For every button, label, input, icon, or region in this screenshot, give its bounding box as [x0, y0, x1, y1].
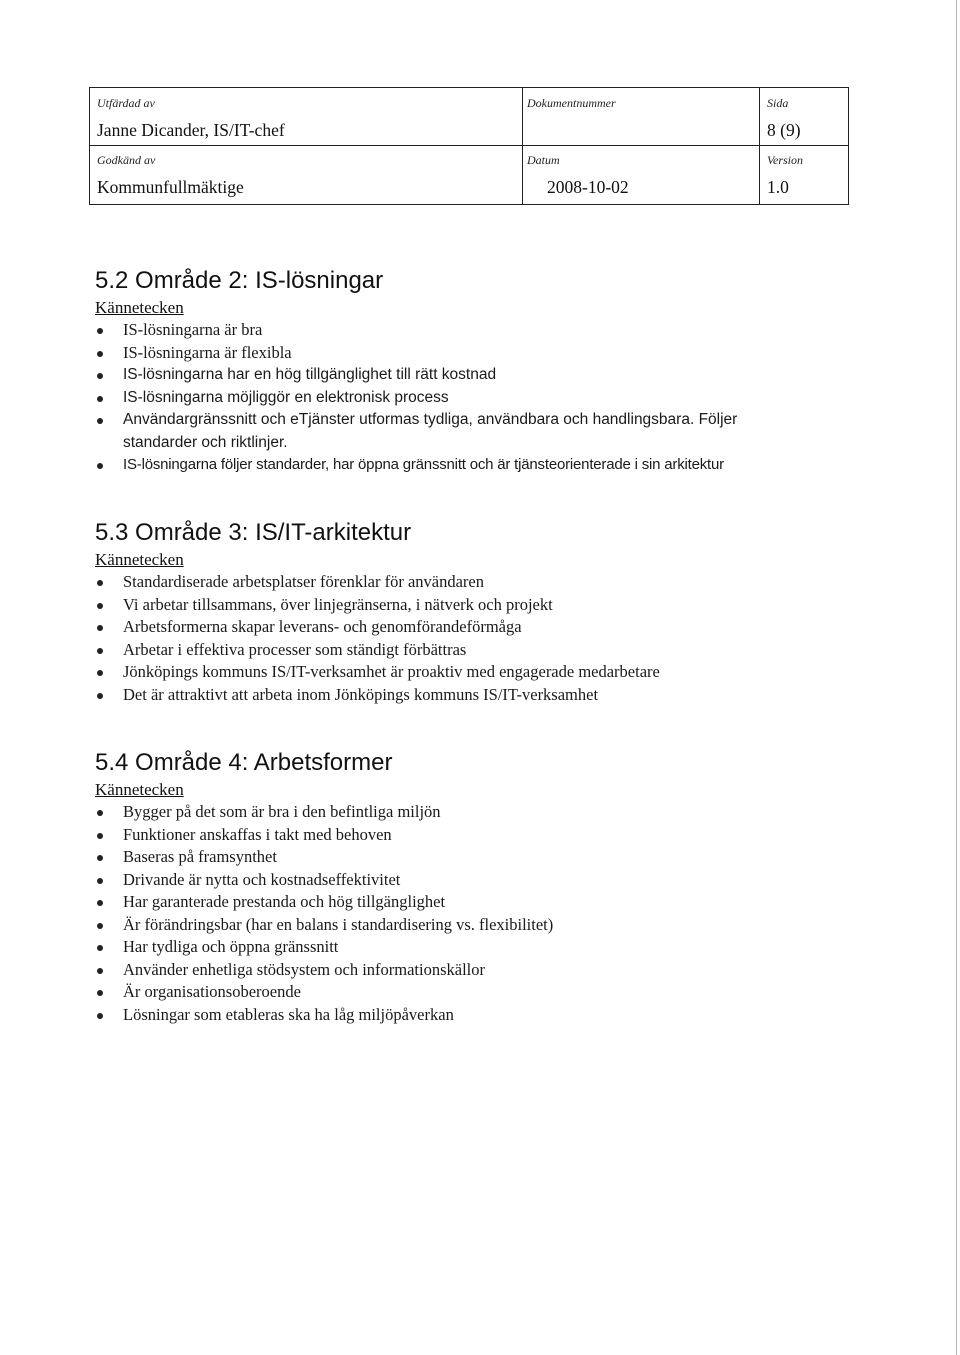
bullet-icon — [97, 670, 103, 676]
issued-by-cell — [97, 96, 285, 141]
date-value: 2008-10-02 — [547, 177, 629, 197]
section-title: 5.4 Område 4: Arbetsformer — [95, 749, 393, 776]
list-item — [95, 684, 843, 707]
page-value: 8 (9) — [767, 120, 801, 140]
list-item — [95, 319, 843, 342]
page-label: Sida — [767, 96, 789, 110]
list-item — [95, 936, 843, 959]
header-column-divider — [522, 88, 523, 204]
date-cell — [527, 153, 629, 198]
page-cell — [767, 96, 801, 141]
approved-by-label: Godkänd av — [97, 153, 156, 167]
section-title: 5.2 Område 2: IS-lösningar — [95, 267, 384, 294]
list-item — [95, 639, 843, 662]
list-item-text: Har garanterade prestanda och hög tillgänglighet — [123, 892, 446, 911]
list-item-text: Lösningar som etableras ska ha låg miljöpåverkan — [123, 1004, 454, 1024]
bullet-icon — [97, 923, 103, 929]
list-item-text: IS-lösningarna är bra — [123, 320, 263, 339]
section-is-losningar — [95, 267, 843, 477]
version-value: 1.0 — [767, 177, 789, 197]
bullet-icon — [97, 351, 103, 357]
page-edge-line — [956, 0, 957, 1355]
list-item — [95, 571, 843, 594]
approved-by-cell — [97, 153, 244, 198]
list-item — [95, 594, 843, 617]
list-item-text: Jönköpings kommuns IS/IT-verksamhet är proaktiv med engagerade medarbetare — [123, 662, 660, 681]
list-item-text: Vi arbetar tillsammans, över linjegränserna, i nätverk och projekt — [123, 594, 553, 614]
section-subtitle: Kännetecken — [95, 298, 184, 317]
section-title: 5.3 Område 3: IS/IT-arkitektur — [95, 519, 412, 546]
list-item — [95, 846, 843, 869]
list-item-text: Bygger på det som är bra i den befintliga miljön — [123, 802, 441, 821]
list-item — [95, 959, 843, 982]
list-item — [95, 891, 843, 914]
date-label: Datum — [527, 153, 560, 167]
list-item-text: IS-lösningarna följer standarder, har öppna gränssnitt och är tjänsteorienterade i sin arkitektur — [123, 456, 724, 473]
section-subtitle: Kännetecken — [95, 780, 184, 799]
version-label: Version — [767, 153, 803, 167]
bullet-icon — [97, 968, 103, 974]
bullet-icon — [97, 1013, 103, 1019]
issued-by-value: Janne Dicander, IS/IT-chef — [97, 120, 285, 140]
bullet-icon — [97, 603, 103, 609]
bullet-icon — [97, 373, 103, 379]
list-item — [95, 914, 843, 937]
list-item — [95, 342, 843, 365]
list-item — [95, 387, 843, 410]
list-item-text: Det är attraktivt att arbeta inom Jönköpings kommuns IS/IT-verksamhet — [123, 684, 599, 704]
list-item — [95, 454, 843, 477]
list-item-text: Har tydliga och öppna gränssnitt — [123, 937, 339, 956]
list-item-text: Funktioner anskaffas i takt med behoven — [123, 824, 392, 844]
list-item — [95, 1004, 843, 1027]
bullet-icon — [97, 580, 103, 586]
list-item-text: Användargränssnitt och eTjänster utformas tydliga, användbara och handlingsbara. Följer standarder och riktlinjer. — [123, 411, 738, 451]
list-item-text: Drivande är nytta och kostnadseffektivitet — [123, 869, 401, 889]
list-item — [95, 364, 843, 387]
doc-number-cell — [527, 96, 616, 119]
bullet-icon — [97, 625, 103, 631]
header-column-divider — [759, 88, 760, 204]
section-subtitle: Kännetecken — [95, 550, 184, 569]
section-is-it-arkitektur — [95, 519, 843, 706]
bullet-icon — [97, 855, 103, 861]
issued-by-label: Utfärdad av — [97, 96, 155, 110]
list-item-text: IS-lösningarna har en hög tillgänglighet till rätt kostnad — [123, 366, 497, 383]
bullet-icon — [97, 990, 103, 996]
list-item-text: Är organisationsoberoende — [123, 982, 301, 1001]
bullet-icon — [97, 900, 103, 906]
list-item-text: Arbetar i effektiva processer som ständigt förbättras — [123, 639, 467, 659]
list-item-text: Använder enhetliga stödsystem och informationskällor — [123, 959, 486, 979]
list-item — [95, 661, 843, 684]
list-item-text: Är förändringsbar (har en balans i standardisering vs. flexibilitet) — [123, 914, 554, 934]
bullet-icon — [97, 833, 103, 839]
list-item-text: Baseras på framsynthet — [123, 847, 277, 866]
doc-number-label: Dokumentnummer — [527, 96, 616, 110]
list-item — [95, 801, 843, 824]
bullet-icon — [97, 945, 103, 951]
approved-by-value: Kommunfullmäktige — [97, 177, 244, 197]
list-item — [95, 981, 843, 1004]
bullet-icon — [97, 396, 103, 402]
bullet-icon — [97, 693, 103, 699]
header-row-divider — [90, 145, 848, 146]
document-header-table — [89, 87, 849, 205]
bullet-icon — [97, 648, 103, 654]
section-arbetsformer — [95, 749, 843, 1026]
bullet-icon — [97, 810, 103, 816]
bullet-icon — [97, 878, 103, 884]
bullet-list — [95, 319, 843, 477]
list-item-text: IS-lösningarna möjliggör en elektronisk process — [123, 388, 449, 406]
list-item-text: Standardiserade arbetsplatser förenklar för användaren — [123, 572, 484, 591]
bullet-icon — [97, 418, 103, 424]
list-item-text: Arbetsformerna skapar leverans- och genomförandeförmåga — [123, 617, 522, 636]
list-item-text: IS-lösningarna är flexibla — [123, 342, 292, 362]
list-item — [95, 824, 843, 847]
bullet-list — [95, 571, 843, 706]
bullet-icon — [97, 463, 103, 469]
bullet-icon — [97, 328, 103, 334]
list-item — [95, 409, 813, 454]
list-item — [95, 616, 843, 639]
list-item — [95, 869, 843, 892]
version-cell — [767, 153, 803, 198]
bullet-list — [95, 801, 843, 1026]
